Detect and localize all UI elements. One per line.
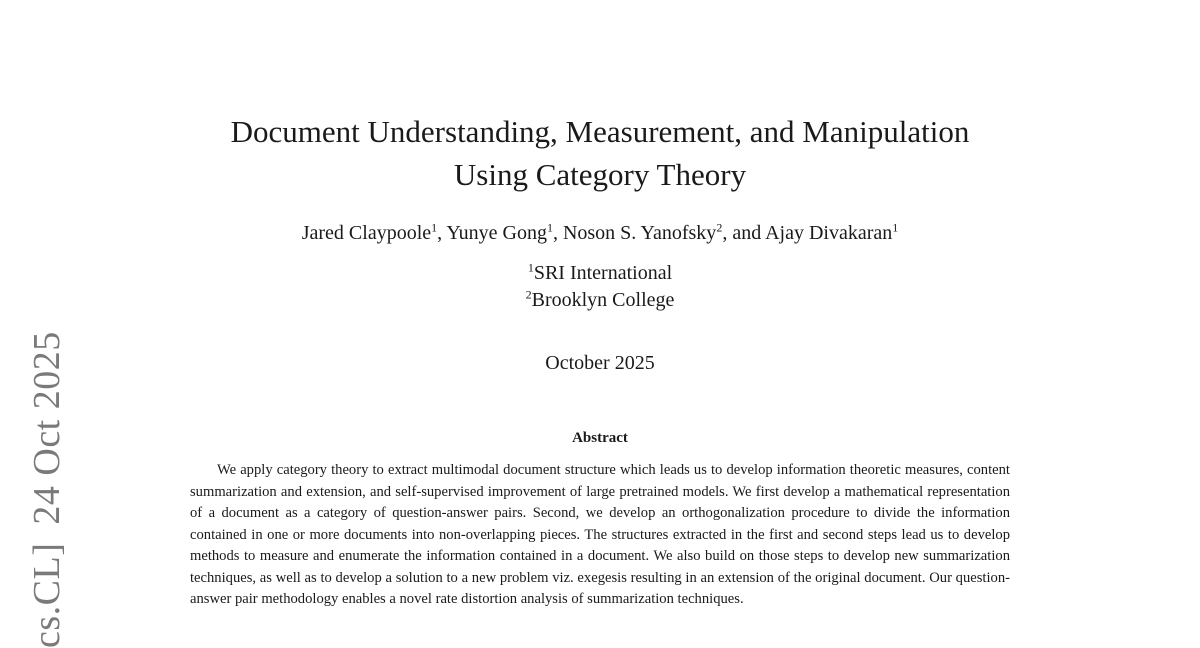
paper-title: [160, 110, 1040, 196]
affiliation-number: 2: [525, 287, 532, 302]
author-separator: , and: [722, 222, 766, 244]
abstract-text: We apply category theory to extract multimodal document structure which leads us to develop information theoretic measures, content summarization and extension, and self-supervised improvement of large pretrained models. We first develop a mathematical representation of a document as a category of question-answer pairs. Second, we develop an orthogonalization procedure to divide the information contained in one or more documents into non-overlapping pieces. The structures extracted in the first and second steps lead us to develop methods to measure and enumerate the information contained in a document. We also build on those steps to develop new summarization techniques, as well as to develop a solution to a new problem viz. exegesis resulting in an extension of the original document. Our question-answer pair methodology enables a novel rate distortion analysis of summarization techniques.: [190, 462, 1010, 607]
abstract-heading: Abstract: [572, 430, 628, 446]
author-affil-mark: 1: [431, 220, 438, 235]
author-affil-mark: 2: [716, 220, 723, 235]
author-name: Noson S. Yanofsky: [562, 222, 717, 244]
affiliation-item: [160, 287, 1040, 314]
arxiv-category: cs.CL]: [26, 542, 68, 648]
arxiv-date: 24 Oct 2025: [26, 331, 68, 525]
author-list: [160, 220, 1040, 246]
author-separator: ,: [552, 222, 563, 244]
affiliation-item: [160, 260, 1040, 287]
author-name: Ajay Divakaran: [765, 222, 893, 244]
author-name: Yunye Gong: [446, 222, 547, 244]
title-block: [160, 110, 1040, 376]
affiliation-list: [160, 260, 1040, 314]
arxiv-side-stamp: [28, 313, 66, 648]
title-line-1: Document Understanding, Measurement, and Manipulation: [230, 114, 970, 149]
author-separator: ,: [437, 222, 447, 244]
affiliation-number: 1: [527, 260, 534, 275]
author-name: Jared Claypoole: [301, 222, 432, 244]
author-affil-mark: 1: [546, 220, 553, 235]
affiliation-name: Brooklyn College: [531, 289, 675, 311]
author-affil-mark: 1: [892, 220, 899, 235]
paper-date: October 2025: [545, 352, 655, 374]
affiliation-name: SRI International: [533, 262, 673, 284]
title-line-2: Using Category Theory: [453, 157, 747, 192]
